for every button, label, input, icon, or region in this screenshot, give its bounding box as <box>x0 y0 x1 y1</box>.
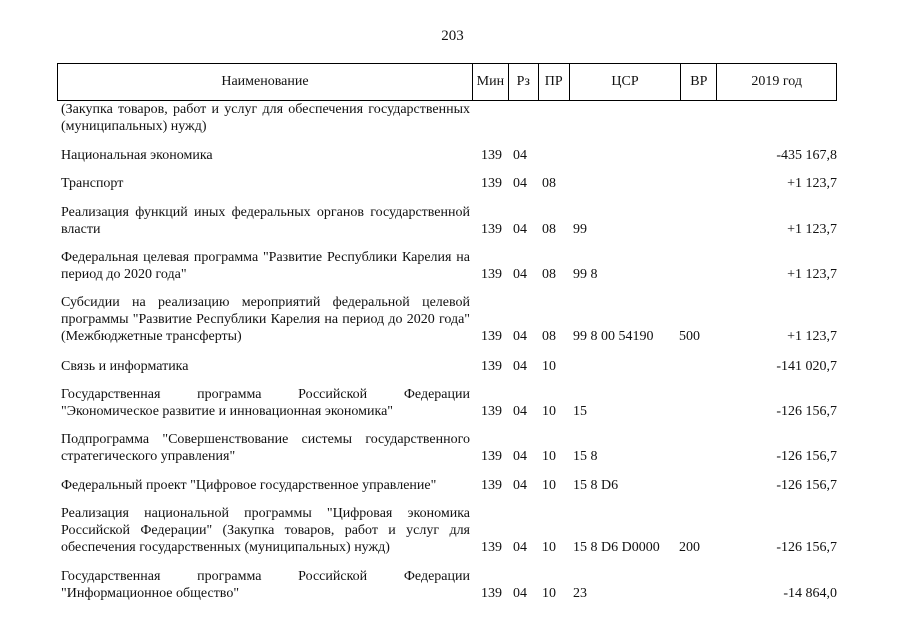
row-rz: 04 <box>513 222 527 237</box>
row-min: 139 <box>481 222 502 237</box>
row-rz: 04 <box>513 540 527 555</box>
row-pr: 08 <box>542 267 556 282</box>
row-csr: 99 <box>573 222 587 237</box>
row-amount: -14 864,0 <box>783 586 837 601</box>
row-pr: 08 <box>542 176 556 191</box>
row-amount: -126 156,7 <box>776 540 837 555</box>
row-min: 139 <box>481 176 502 191</box>
row-pr: 10 <box>542 449 556 464</box>
row-amount: +1 123,7 <box>787 222 837 237</box>
row-csr: 15 8 D6 <box>573 478 619 493</box>
page-number: 203 <box>441 28 464 44</box>
row-amount: +1 123,7 <box>787 176 837 191</box>
header-year: 2019 год <box>751 74 802 89</box>
row-name: Федеральная целевая программа "Развитие Республики Карелия на период до 2020 года" <box>61 250 470 282</box>
row-name: Субсидии на реализацию мероприятий федеральной целевой программы "Развитие Республики Карелия на период до 2020 года" (Межбюджетные трансферты) <box>61 295 470 344</box>
row-name: Национальная экономика <box>61 148 213 163</box>
row-name: Реализация национальной программы "Цифровая экономика Российской Федерации" (Закупка товаров, работ и услуг для обеспечения государственных (муниципальных) нужд) <box>61 506 470 555</box>
row-min: 139 <box>481 540 502 555</box>
row-rz: 04 <box>513 478 527 493</box>
row-rz: 04 <box>513 267 527 282</box>
row-pr: 10 <box>542 586 556 601</box>
row-csr: 15 8 <box>573 449 598 464</box>
row-csr: 99 8 <box>573 267 598 282</box>
row-pr: 10 <box>542 404 556 419</box>
row-csr: 15 <box>573 404 587 419</box>
row-amount: +1 123,7 <box>787 267 837 282</box>
row-name: Государственная программа Российской Федерации "Экономическое развитие и инновационная экономика" <box>61 387 470 419</box>
row-rz: 04 <box>513 404 527 419</box>
row-min: 139 <box>481 586 502 601</box>
row-amount: -126 156,7 <box>776 404 837 419</box>
row-rz: 04 <box>513 586 527 601</box>
row-amount: -435 167,8 <box>776 148 837 163</box>
row-min: 139 <box>481 404 502 419</box>
row-vr: 200 <box>679 540 700 555</box>
header-csr: ЦСР <box>570 64 682 100</box>
row-min: 139 <box>481 478 502 493</box>
row-name: Подпрограмма "Совершенствование системы государственного стратегического управления" <box>61 432 470 464</box>
row-name: (Закупка товаров, работ и услуг для обеспечения государственных (муниципальных) нужд) <box>61 102 470 134</box>
row-min: 139 <box>481 449 502 464</box>
row-min: 139 <box>481 329 502 344</box>
row-amount: -126 156,7 <box>776 449 837 464</box>
header-min: Мин <box>473 64 509 100</box>
row-pr: 08 <box>542 329 556 344</box>
row-pr: 10 <box>542 478 556 493</box>
row-min: 139 <box>481 359 502 374</box>
row-rz: 04 <box>513 176 527 191</box>
table-header <box>57 63 837 101</box>
row-amount: -126 156,7 <box>776 478 837 493</box>
row-name: Реализация функций иных федеральных органов государственной власти <box>61 205 470 237</box>
row-amount: +1 123,7 <box>787 329 837 344</box>
row-name: Федеральный проект "Цифровое государственное управление" <box>61 478 437 493</box>
row-name: Государственная программа Российской Федерации "Информационное общество" <box>61 569 470 601</box>
row-amount: -141 020,7 <box>776 359 837 374</box>
row-pr: 10 <box>542 359 556 374</box>
row-rz: 04 <box>513 359 527 374</box>
row-rz: 04 <box>513 329 527 344</box>
row-name: Транспорт <box>61 176 124 191</box>
row-pr: 10 <box>542 540 556 555</box>
header-pr: ПР <box>539 64 570 100</box>
row-pr: 08 <box>542 222 556 237</box>
header-rz: Рз <box>509 64 539 100</box>
row-csr: 99 8 00 54190 <box>573 329 654 344</box>
row-min: 139 <box>481 267 502 282</box>
row-csr: 23 <box>573 586 587 601</box>
row-rz: 04 <box>513 449 527 464</box>
row-rz: 04 <box>513 148 527 163</box>
header-vr: ВР <box>681 64 717 100</box>
row-vr: 500 <box>679 329 700 344</box>
row-csr: 15 8 D6 D0000 <box>573 540 660 555</box>
row-min: 139 <box>481 148 502 163</box>
row-name: Связь и информатика <box>61 359 189 374</box>
header-name: Наименование <box>58 64 473 100</box>
